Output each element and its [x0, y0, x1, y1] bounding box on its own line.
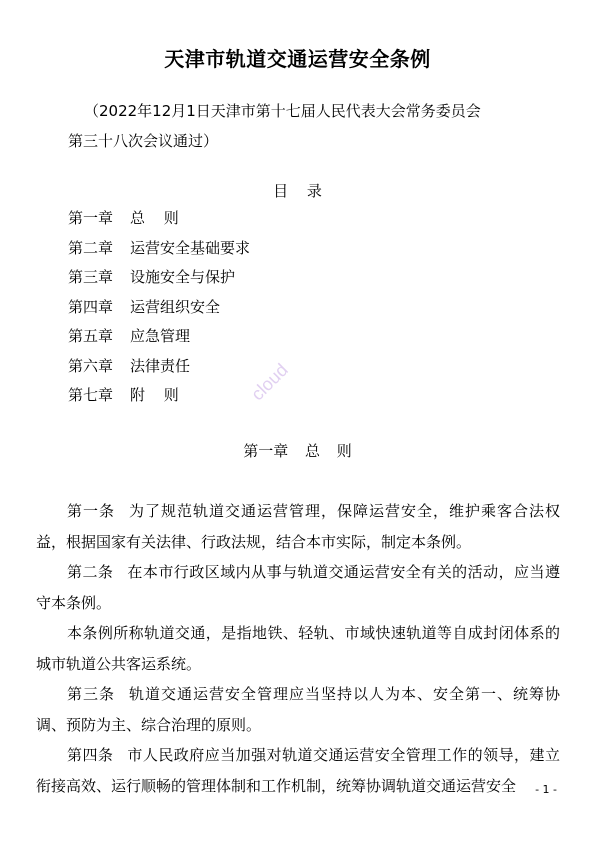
toc-chapter-label: 附 则: [130, 386, 179, 404]
toc-chapter-label: 运营组织安全: [130, 297, 221, 316]
article-paragraph: [36, 557, 560, 618]
article-text: 轨道交通运营安全管理应当坚持以人为本、安全第一、统筹协调、预防为主、综合治理的原则。: [36, 685, 560, 734]
toc-chapter-number: 第三章: [68, 268, 114, 286]
toc-chapter-number: 第六章: [68, 356, 114, 375]
chapter-heading: 第一章 总 则: [243, 442, 352, 460]
toc-chapter-number: 第五章: [68, 327, 114, 345]
toc-item-chapter-2: [68, 238, 250, 268]
article-paragraph: [36, 618, 560, 679]
document-title: 天津市轨道交通运营安全条例: [164, 47, 431, 71]
toc-item-chapter-4: [68, 297, 250, 327]
article-paragraph: [36, 740, 560, 801]
toc-chapter-number: 第七章: [68, 386, 114, 404]
toc-item-chapter-1: [68, 208, 250, 238]
toc-chapter-number: 第四章: [68, 297, 114, 316]
toc-item-chapter-7: [68, 385, 250, 415]
toc-chapter-number: 第二章: [68, 238, 114, 257]
toc-chapter-label: 应急管理: [130, 327, 191, 345]
article-text: 为了规范轨道交通运营管理，保障运营安全，维护乘客合法权益，根据国家有关法律、行政法规，结合本市实际，制定本条例。: [36, 502, 560, 551]
article-text: 市人民政府应当加强对轨道交通运营安全管理工作的领导，建立衔接高效、运行顺畅的管理体制和工作机制，统筹协调轨道交通运营安全: [36, 746, 560, 795]
article-number: 第二条: [67, 563, 114, 581]
article-paragraph: [36, 679, 560, 740]
adoption-note-line1: （2022年12月1日天津市第十七届人民代表大会常务委员会: [84, 102, 481, 120]
adoption-note-line2: 第三十八次会议通过）: [68, 132, 219, 150]
toc-item-chapter-5: [68, 326, 250, 356]
article-paragraph: [36, 496, 560, 557]
toc-chapter-label: 运营安全基础要求: [130, 238, 251, 257]
toc-chapter-label: 设施安全与保护: [130, 268, 236, 286]
toc-chapter-label: 法律责任: [130, 356, 191, 375]
page-number: - 1 -: [535, 783, 557, 796]
toc-item-chapter-6: [68, 356, 250, 386]
watermark-logo: cloud: [247, 359, 292, 405]
article-text: 在本市行政区域内从事与轨道交通运营安全有关的活动，应当遵守本条例。: [36, 563, 560, 612]
article-body: [36, 496, 560, 801]
toc-chapter-label: 总 则: [130, 209, 179, 227]
article-number: 第一条: [67, 502, 115, 520]
article-number: 第四条: [67, 746, 114, 764]
article-number: 第三条: [67, 685, 115, 703]
article-text: 本条例所称轨道交通，是指地铁、轻轨、市域快速轨道等自成封闭体系的城市轨道公共客运系统。: [36, 624, 560, 673]
table-of-contents: [68, 208, 250, 415]
toc-title: 目 录: [273, 182, 322, 200]
toc-item-chapter-3: [68, 267, 250, 297]
toc-chapter-number: 第一章: [68, 209, 114, 227]
